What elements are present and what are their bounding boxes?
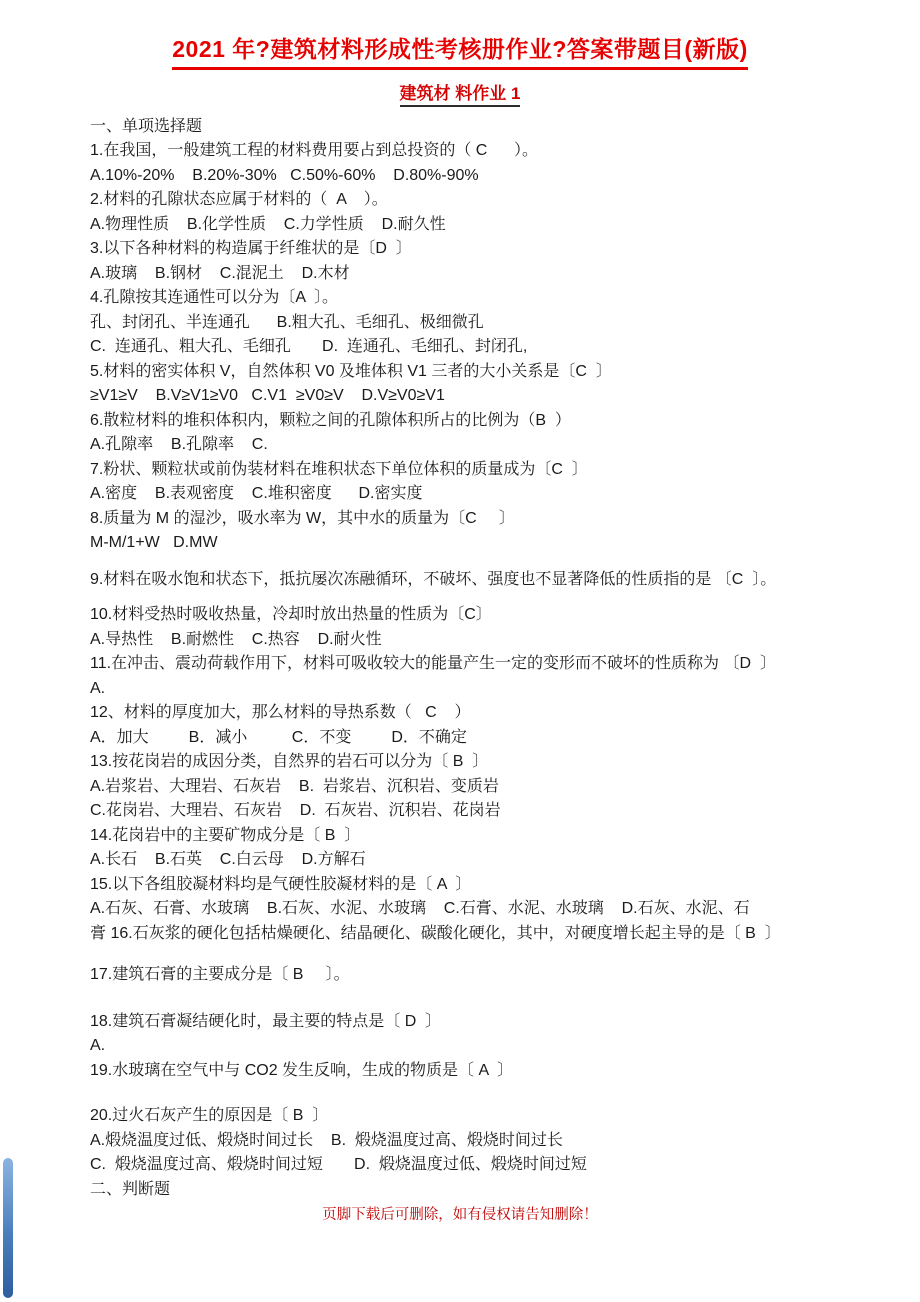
question-13: 13.按花岗岩的成因分类，自然界的岩石可以分为〔 B 〕	[90, 753, 489, 771]
question-18-option-a: A.	[90, 1037, 106, 1055]
question-1-options: A.10%-20% B.20%-30% C.50%-60% D.80%-90%	[90, 166, 479, 184]
question-8: 8.质量为 M 的湿沙，吸水率为 W，其中水的质量为〔C 〕	[90, 509, 515, 527]
document-header	[0, 0, 920, 107]
question-4-options-ab: 孔、封闭孔、半连通孔 B.粗大孔、毛细孔、极细微孔	[90, 313, 484, 331]
question-5-options: ≥V1≥V B.V≥V1≥V0 C.V1 ≥V0≥V D.V≥V0≥V1	[90, 387, 445, 405]
question-2: 2.材料的孔隙状态应属于材料的（ A ）。	[90, 191, 388, 209]
question-14-options: A.长石 B.石英 C.白云母 D.方解石	[90, 851, 366, 869]
question-10-options: A.导热性 B.耐燃性 C.热容 D.耐火性	[90, 630, 382, 648]
question-2-options: A.物理性质 B.化学性质 C.力学性质 D.耐久性	[90, 215, 446, 233]
section-heading-choice: 一、单项选择题	[90, 117, 203, 135]
question-1: 1.在我国，一般建筑工程的材料费用要占到总投资的（ C ）。	[90, 142, 539, 160]
question-11: 11.在冲击、震动荷载作用下，材料可吸收较大的能量产生一定的变形而不破坏的性质称为 〔D 〕	[90, 655, 776, 673]
question-11-option-a: A.	[90, 679, 106, 697]
question-5: 5.材料的密实体积 V，自然体积 V0 及堆体积 V1 三者的大小关系是〔C 〕	[90, 362, 612, 380]
question-12: 12、材料的厚度加大，那么材料的导热系数（ C ）	[90, 704, 471, 722]
question-3-options: A.玻璃 B.钢材 C.混泥土 D.木材	[90, 264, 350, 282]
assignment-subtitle: 建筑材 料作业 1	[400, 83, 521, 107]
question-17: 17.建筑石膏的主要成分是〔 B 〕。	[90, 966, 350, 984]
question-4: 4.孔隙按其连通性可以分为〔A 〕。	[90, 289, 339, 307]
question-20-options-cd: C. 煅烧温度过高、煅烧时间过短 D. 煅烧温度过低、煅烧时间过短	[90, 1156, 587, 1174]
question-19: 19.水玻璃在空气中与 CO2 发生反响，生成的物质是〔 A 〕	[90, 1061, 514, 1079]
question-7: 7.粉状、颗粒状或前伪装材料在堆积状态下单位体积的质量成为〔C 〕	[90, 460, 588, 478]
question-6-options: A.孔隙率 B.孔隙率 C.	[90, 436, 268, 454]
question-6: 6.散粒材料的堆积体积内，颗粒之间的孔隙体积所占的比例为（B ）	[90, 411, 571, 429]
question-7-options: A.密度 B.表观密度 C.堆积密度 D.密实度	[90, 485, 423, 503]
question-13-options-ab: A.岩浆岩、大理岩、石灰岩 B. 岩浆岩、沉积岩、变质岩	[90, 777, 499, 795]
question-20-options-ab: A.煅烧温度过低、煅烧时间过长 B. 煅烧温度过高、煅烧时间过长	[90, 1131, 563, 1149]
question-15: 15.以下各组胶凝材料均是气硬性胶凝材料的是〔 A 〕	[90, 875, 472, 893]
section-heading-judge: 二、判断题	[90, 1180, 171, 1198]
question-16: 膏 16.石灰浆的硬化包括枯燥硬化、结晶硬化、碳酸化硬化，其中，对硬度增长起主导的是〔 B 〕	[90, 924, 781, 942]
question-3: 3.以下各种材料的构造属于纤维状的是〔D 〕	[90, 240, 412, 258]
question-10: 10.材料受热时吸收热量，冷却时放出热量的性质为〔C〕	[90, 606, 492, 624]
question-12-options: A．加大 B．减小 C．不变 D．不确定	[90, 728, 467, 746]
question-14: 14.花岗岩中的主要矿物成分是〔 B 〕	[90, 826, 361, 844]
question-4-options-cd: C. 连通孔、粗大孔、毛细孔 D. 连通孔、毛细孔、封闭孔,	[90, 338, 528, 356]
question-8-options: M-M/1+W D.MW	[90, 534, 218, 552]
blue-accent-bar	[3, 1158, 13, 1298]
page-footer-note: 页脚下载后可删除，如有侵权请告知删除！	[322, 1207, 598, 1223]
question-13-options-cd: C.花岗岩、大理岩、石灰岩 D. 石灰岩、沉积岩、花岗岩	[90, 802, 501, 820]
question-15-options: A.石灰、石膏、水玻璃 B.石灰、水泥、水玻璃 C.石膏、水泥、水玻璃 D.石灰、水泥、石	[90, 900, 750, 918]
question-9: 9.材料在吸水饱和状态下，抵抗屡次冻融循环，不破坏、强度也不显著降低的性质指的是 〔C 〕。	[90, 570, 777, 588]
question-list	[90, 115, 896, 1203]
document-title: 2021 年?建筑材料形成性考核册作业?答案带题目(新版)	[172, 36, 747, 70]
question-20: 20.过火石灰产生的原因是〔 B 〕	[90, 1107, 329, 1125]
question-18: 18.建筑石膏凝结硬化时，最主要的特点是〔 D 〕	[90, 1012, 442, 1030]
